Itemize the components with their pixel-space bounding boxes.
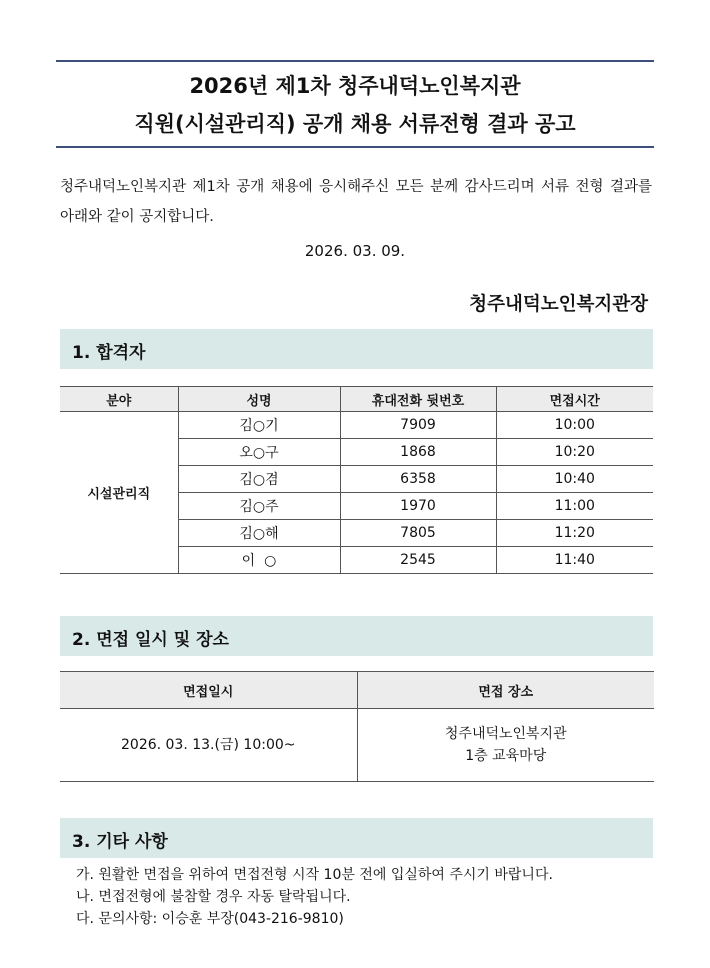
list-item: 가. 원활한 면접을 위하여 면접전형 시작 10분 전에 입실하여 주시기 바랍니다. <box>76 867 553 883</box>
place-line-1: 청주내덕노인복지관 <box>444 726 567 742</box>
name-cell: 김○해 <box>178 520 340 547</box>
time-cell: 11:00 <box>496 493 653 520</box>
announcement-date: 2026. 03. 09. <box>304 242 406 260</box>
title-line-2: 직원(시설관리직) 공개 채용 서류전형 결과 공고 <box>134 112 576 136</box>
section-3-heading: 3. 기타 사항 <box>72 832 168 852</box>
notes-list <box>76 864 553 930</box>
intro-paragraph: 청주내덕노인복지관 제1차 공개 채용에 응시해주신 모든 분께 감사드리며 서류 전형 결과를 아래와 같이 공지합니다. <box>60 179 652 225</box>
title-line-1: 2026년 제1차 청주내덕노인복지관 <box>189 74 521 98</box>
phone-cell: 2545 <box>340 547 496 574</box>
col-header-name: 성명 <box>178 387 340 412</box>
name-cell: 오○구 <box>178 439 340 466</box>
time-cell: 10:20 <box>496 439 653 466</box>
time-cell: 11:40 <box>496 547 653 574</box>
section-1-header <box>60 329 653 369</box>
table-header-row <box>60 387 653 412</box>
name-cell: 김○기 <box>178 412 340 439</box>
name-cell: 이 ○ <box>178 547 340 574</box>
passers-table <box>60 386 653 574</box>
section-2-header <box>60 616 653 656</box>
interview-place <box>357 709 654 782</box>
list-item: 나. 면접전형에 불참할 경우 자동 탈락됩니다. <box>76 889 351 905</box>
col-header-time: 면접시간 <box>496 387 653 412</box>
time-cell: 10:40 <box>496 466 653 493</box>
section-1-heading: 1. 합격자 <box>72 343 146 363</box>
col-header-field: 분야 <box>60 387 178 412</box>
phone-cell: 1970 <box>340 493 496 520</box>
section-2-heading: 2. 면접 일시 및 장소 <box>72 630 229 650</box>
time-cell: 11:20 <box>496 520 653 547</box>
name-cell: 김○겸 <box>178 466 340 493</box>
table-row <box>60 412 653 439</box>
phone-cell: 6358 <box>340 466 496 493</box>
phone-cell: 7805 <box>340 520 496 547</box>
interview-datetime: 2026. 03. 13.(금) 10:00~ <box>60 709 357 782</box>
col-header-datetime: 면접일시 <box>60 672 357 709</box>
section-3-header <box>60 818 653 858</box>
table-header-row <box>60 672 654 709</box>
time-cell: 10:00 <box>496 412 653 439</box>
table-row <box>60 709 654 782</box>
title-box <box>56 60 654 148</box>
signer: 청주내덕노인복지관장 <box>469 294 648 315</box>
name-cell: 김○주 <box>178 493 340 520</box>
list-item: 다. 문의사항: 이승훈 부장(043-216-9810) <box>76 911 344 927</box>
category-cell: 시설관리직 <box>60 412 178 574</box>
phone-cell: 1868 <box>340 439 496 466</box>
col-header-phone: 휴대전화 뒷번호 <box>340 387 496 412</box>
phone-cell: 7909 <box>340 412 496 439</box>
col-header-place: 면접 장소 <box>357 672 654 709</box>
place-line-2: 1층 교육마당 <box>465 748 547 764</box>
interview-table <box>60 671 654 782</box>
